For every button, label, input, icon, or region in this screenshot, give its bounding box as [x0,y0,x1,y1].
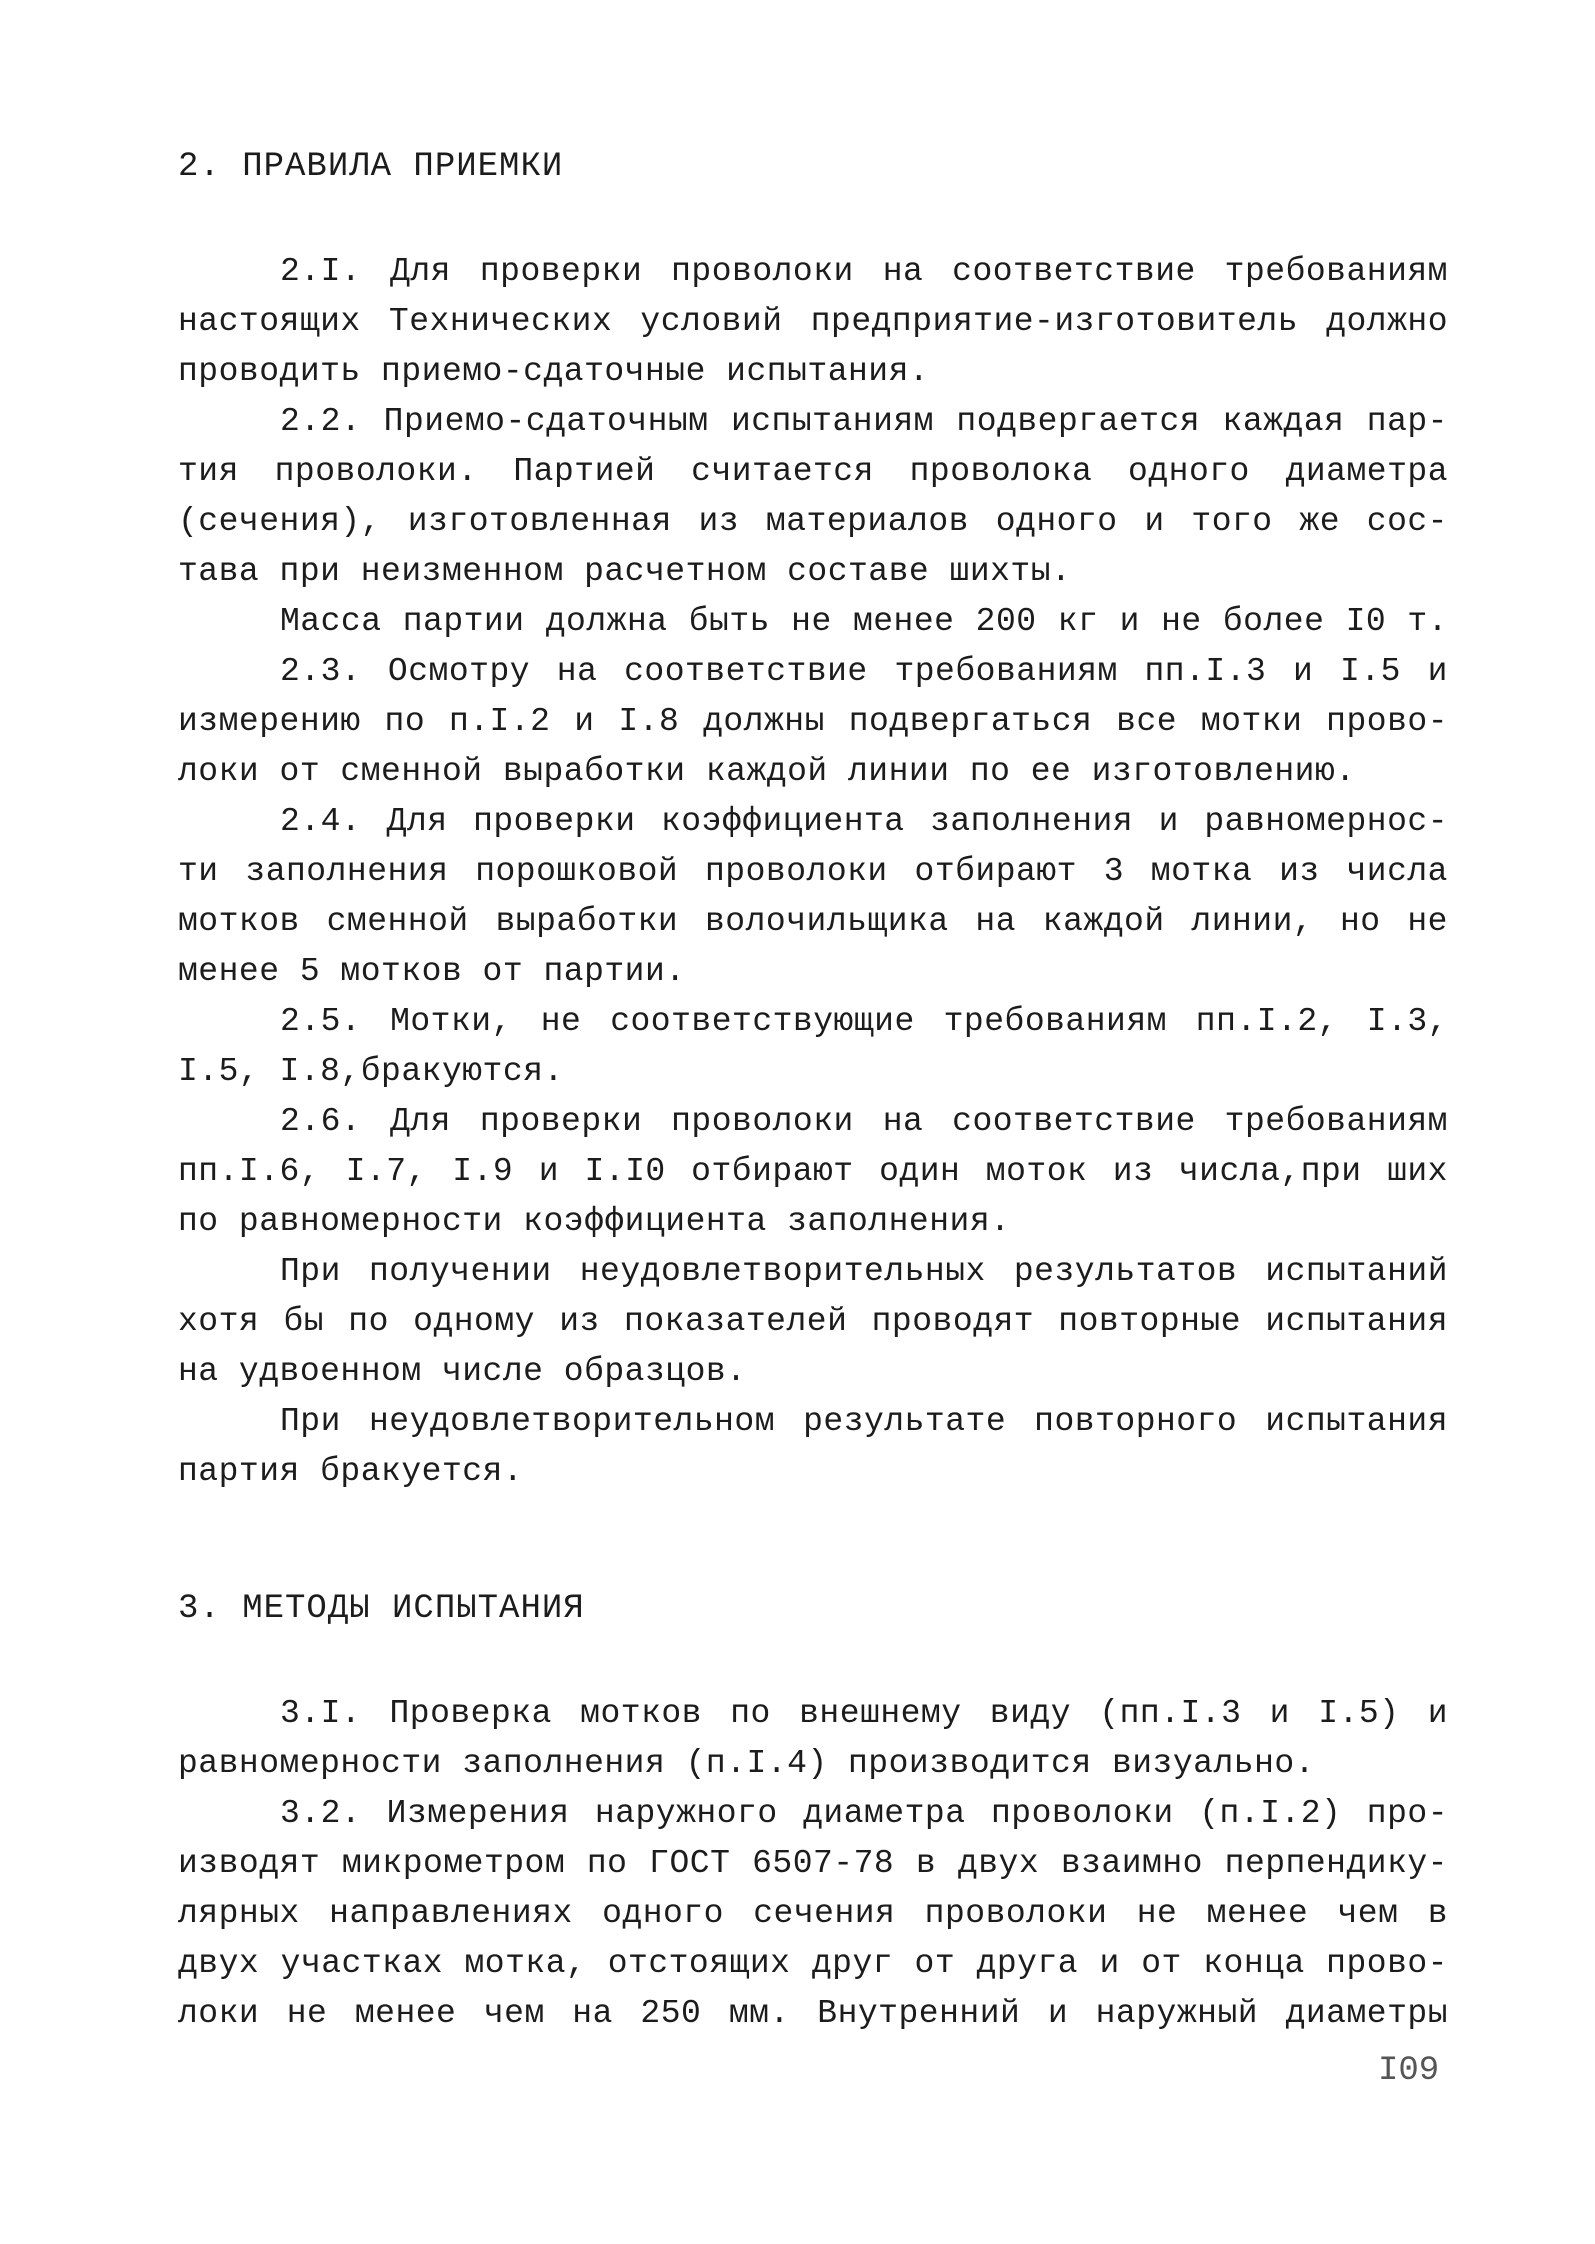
text-line: 3.2. Измерения наружного диаметра проволоки (п.I.2) про- [280,1795,1448,1832]
text-line: пп.I.6, I.7, I.9 и I.I0 отбирают один моток из числа,при ших [178,1153,1448,1190]
text-line: тия проволоки. Партией считается проволока одного диаметра [178,453,1448,490]
text-line: 2.4. Для проверки коэффициента заполнения и равномернос- [280,803,1448,840]
text-line: локи не менее чем на 250 мм. Внутренний и наружный диаметры [178,1995,1448,2032]
text-line: (сечения), изготовленная из материалов одного и того же сос- [178,503,1448,540]
section-3-heading: 3. МЕТОДЫ ИСПЫТАНИЯ [178,1590,585,1628]
text-line: 2.5. Мотки, не соответствующие требованиям пп.I.2, I.3, [280,1003,1448,1040]
text-line: проводить приемо-сдаточные испытания. [178,353,930,390]
text-line: 2.3. Осмотру на соответствие требованиям пп.I.3 и I.5 и [280,653,1448,690]
text-line: 3.I. Проверка мотков по внешнему виду (пп.I.3 и I.5) и [280,1695,1448,1732]
document-page [178,0,1448,2244]
text-line: менее 5 мотков от партии. [178,953,686,990]
text-line: тава при неизменном расчетном составе шихты. [178,553,1072,590]
text-line: мотков сменной выработки волочильщика на каждой линии, но не [178,903,1448,940]
text-line: настоящих Технических условий предприятие-изготовитель должно [178,303,1448,340]
text-line: измерению по п.I.2 и I.8 должны подвергаться все мотки прово- [178,703,1448,740]
text-line: 2.I. Для проверки проволоки на соответствие требованиям [280,253,1448,290]
text-line: на удвоенном числе образцов. [178,1353,747,1390]
text-line: равномерности заполнения (п.I.4) производится визуально. [178,1745,1315,1782]
text-line: изводят микрометром по ГОСТ 6507-78 в двух взаимно перпендику- [178,1845,1448,1882]
text-line: 2.6. Для проверки проволоки на соответствие требованиям [280,1103,1448,1140]
text-line: При неудовлетворительном результате повторного испытания [280,1403,1448,1440]
text-line: Масса партии должна быть не менее 200 кг и не более I0 т. [280,603,1448,640]
text-line: 2.2. Приемо-сдаточным испытаниям подвергается каждая пар- [280,403,1448,440]
text-line: хотя бы по одному из показателей проводят повторные испытания [178,1303,1448,1340]
text-line: партия бракуется. [178,1453,524,1490]
text-line: лярных направлениях одного сечения проволоки не менее чем в [178,1895,1448,1932]
text-line: локи от сменной выработки каждой линии по ее изготовлению. [178,753,1356,790]
text-line: I.5, I.8,бракуются. [178,1053,564,1090]
text-line: ти заполнения порошковой проволоки отбирают 3 мотка из числа [178,853,1448,890]
section-2-heading: 2. ПРАВИЛА ПРИЕМКИ [178,148,564,186]
text-line: При получении неудовлетворительных результатов испытаний [280,1253,1448,1290]
text-line: двух участках мотка, отстоящих друг от друга и от конца прово- [178,1945,1448,1982]
text-line: по равномерности коэффициента заполнения. [178,1203,1011,1240]
page-number: I09 [1378,2052,1440,2090]
